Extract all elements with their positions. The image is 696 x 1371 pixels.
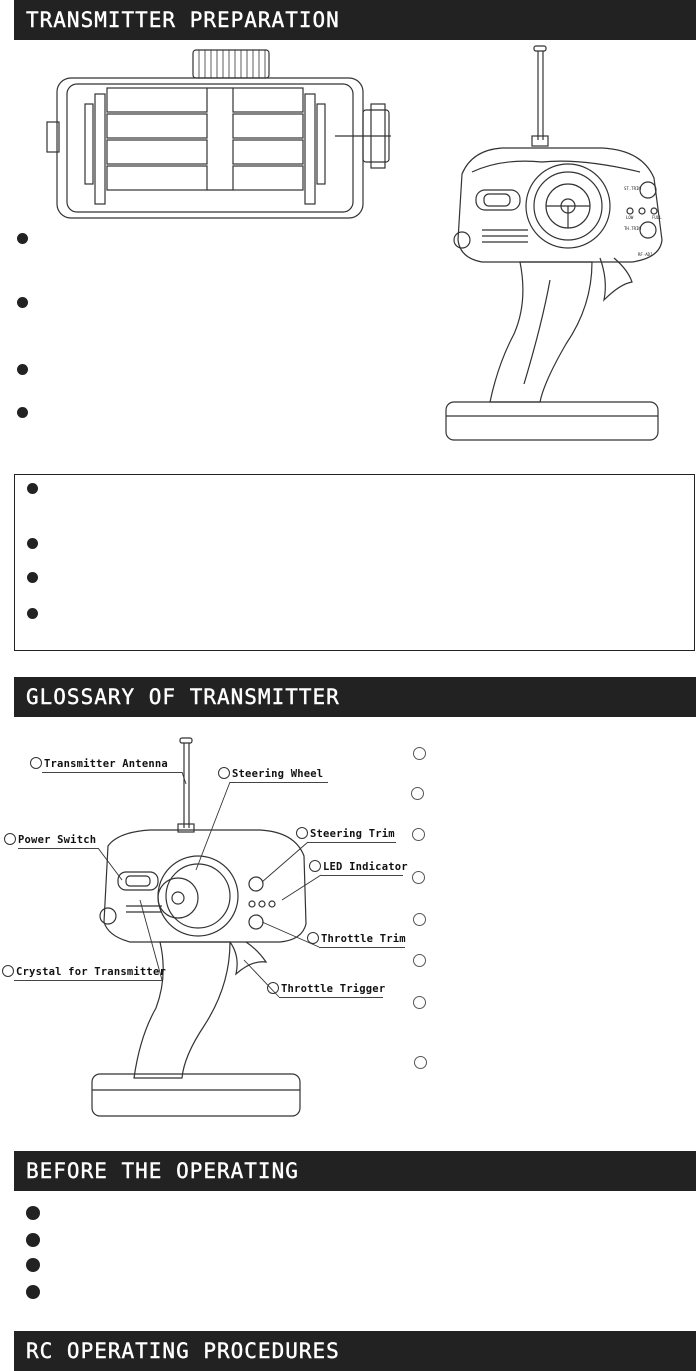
th-trim-label: TH.TRIM <box>624 226 641 231</box>
bullet <box>26 1233 40 1247</box>
notes-box <box>14 474 695 651</box>
callout-label: Throttle Trigger <box>281 983 386 995</box>
glossary-item-marker <box>414 1056 427 1069</box>
bullet <box>26 1206 40 1220</box>
glossary-item-marker <box>413 913 426 926</box>
section-title: RC OPERATING PROCEDURES <box>26 1339 340 1363</box>
bullet <box>27 538 38 549</box>
section-banner-transmitter-preparation <box>14 0 696 40</box>
section-banner-rc-procedures <box>14 1331 696 1371</box>
bullet <box>26 1285 40 1299</box>
bullet <box>17 297 28 308</box>
transmitter-illustration <box>432 44 670 444</box>
glossary-item-marker <box>413 954 426 967</box>
section-banner-before-operating <box>14 1151 696 1191</box>
full-label: FULL <box>652 215 662 220</box>
section-banner-glossary <box>14 677 696 717</box>
callout-label: Crystal for Transmitter <box>16 966 166 978</box>
low-label: LOW <box>626 215 634 220</box>
callout-label: Steering Trim <box>310 828 395 840</box>
section-title: BEFORE THE OPERATING <box>26 1159 299 1183</box>
bullet <box>27 483 38 494</box>
callout-label: LED Indicator <box>323 861 408 873</box>
glossary-item-marker <box>411 787 424 800</box>
bullet <box>17 407 28 418</box>
callout-label: Power Switch <box>18 834 97 846</box>
bullet <box>27 572 38 583</box>
glossary-item-marker <box>413 747 426 760</box>
glossary-item-marker <box>413 996 426 1009</box>
glossary-item-marker <box>412 828 425 841</box>
callout-label: Steering Wheel <box>232 768 324 780</box>
callout-label: Throttle Trim <box>321 933 406 945</box>
glossary-item-marker <box>412 871 425 884</box>
bullet <box>17 233 28 244</box>
bullet <box>17 364 28 375</box>
callout-leader-lines <box>0 760 420 1010</box>
callout-label: Transmitter Antenna <box>44 758 168 770</box>
bullet <box>26 1258 40 1272</box>
battery-compartment-illustration <box>45 44 395 222</box>
rf-adj-label: RF-ADJ <box>638 252 653 257</box>
st-trim-label: ST.TRIM <box>624 186 641 191</box>
section-title: GLOSSARY OF TRANSMITTER <box>26 685 340 709</box>
section-title: TRANSMITTER PREPARATION <box>26 8 340 32</box>
bullet <box>27 608 38 619</box>
